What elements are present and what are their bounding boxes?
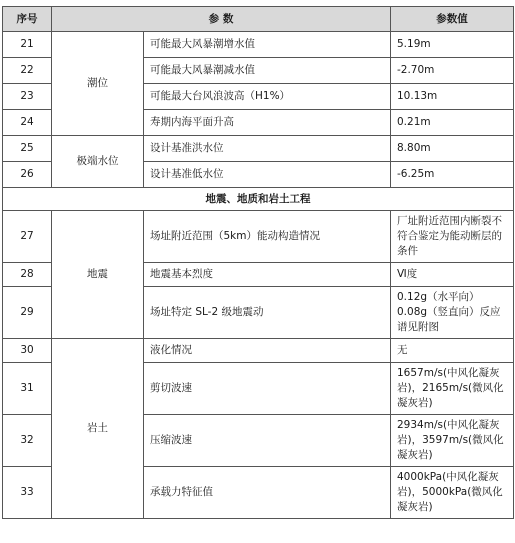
row-param: 地震基本烈度 xyxy=(144,263,391,287)
row-value: 1657m/s(中风化凝灰岩)，2165m/s(微风化凝灰岩) xyxy=(391,363,514,415)
row-param: 压缩波速 xyxy=(144,415,391,467)
row-value: 0.12g（水平向）0.08g（竖直向）反应谱见附图 xyxy=(391,287,514,339)
row-no: 26 xyxy=(3,162,52,188)
row-value: 10.13m xyxy=(391,84,514,110)
row-value: -6.25m xyxy=(391,162,514,188)
section-title: 地震、地质和岩土工程 xyxy=(3,188,514,211)
row-no: 33 xyxy=(3,467,52,519)
row-no: 27 xyxy=(3,211,52,263)
row-value: 无 xyxy=(391,339,514,363)
row-value: -2.70m xyxy=(391,58,514,84)
row-param: 设计基准洪水位 xyxy=(144,136,391,162)
row-value: Ⅵ度 xyxy=(391,263,514,287)
row-no: 22 xyxy=(3,58,52,84)
row-no: 23 xyxy=(3,84,52,110)
row-param: 设计基准低水位 xyxy=(144,162,391,188)
row-param: 可能最大风暴潮增水值 xyxy=(144,32,391,58)
group-extreme-water: 极端水位 xyxy=(52,136,144,188)
row-param: 液化情况 xyxy=(144,339,391,363)
parameter-table xyxy=(2,6,514,519)
row-param: 承载力特征值 xyxy=(144,467,391,519)
row-no: 31 xyxy=(3,363,52,415)
row-no: 30 xyxy=(3,339,52,363)
row-value: 8.80m xyxy=(391,136,514,162)
row-param: 场址特定 SL-2 级地震动 xyxy=(144,287,391,339)
row-no: 25 xyxy=(3,136,52,162)
row-param: 可能最大风暴潮减水值 xyxy=(144,58,391,84)
row-param: 寿期内海平面升高 xyxy=(144,110,391,136)
row-param: 可能最大台风浪波高（H1%） xyxy=(144,84,391,110)
row-value: 4000kPa(中风化凝灰岩)，5000kPa(微风化凝灰岩) xyxy=(391,467,514,519)
header-value: 参数值 xyxy=(391,7,514,32)
header-no: 序号 xyxy=(3,7,52,32)
row-param: 剪切波速 xyxy=(144,363,391,415)
row-param: 场址附近范围（5km）能动构造情况 xyxy=(144,211,391,263)
row-value: 厂址附近范围内断裂不符合鉴定为能动断层的条件 xyxy=(391,211,514,263)
table-row xyxy=(3,211,514,263)
row-no: 29 xyxy=(3,287,52,339)
group-tide: 潮位 xyxy=(52,32,144,136)
row-no: 24 xyxy=(3,110,52,136)
row-value: 2934m/s(中风化凝灰岩)，3597m/s(微风化凝灰岩) xyxy=(391,415,514,467)
group-geotech: 岩土 xyxy=(52,339,144,519)
group-earthquake: 地震 xyxy=(52,211,144,339)
row-no: 21 xyxy=(3,32,52,58)
row-no: 28 xyxy=(3,263,52,287)
row-value: 0.21m xyxy=(391,110,514,136)
section-row xyxy=(3,188,514,211)
table-row xyxy=(3,136,514,162)
header-param: 参 数 xyxy=(52,7,391,32)
table-row xyxy=(3,32,514,58)
row-no: 32 xyxy=(3,415,52,467)
table-row xyxy=(3,339,514,363)
row-value: 5.19m xyxy=(391,32,514,58)
table-header-row xyxy=(3,7,514,32)
